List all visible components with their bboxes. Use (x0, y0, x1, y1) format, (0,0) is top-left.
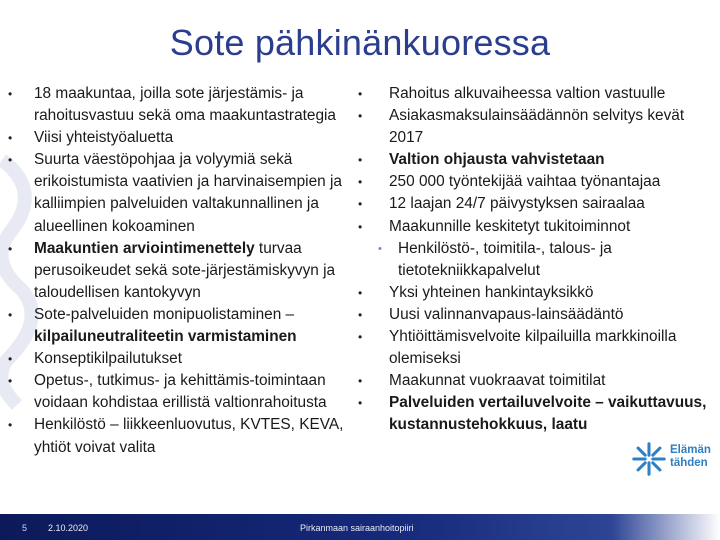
logo-line-1: Elämän (670, 444, 711, 456)
left-bullet-5 (8, 304, 360, 348)
left-bullet-4-rest: turvaa perusoikeudet sekä sote-järjestämiskyvyn ja taloudellisen kantokyvyn (34, 239, 336, 301)
right-column (358, 83, 720, 437)
bullet-dot: • (8, 352, 13, 367)
right-bullet-11-text: Palveluiden vertailuvelvoite – vaikuttavuus, kustannustehokkuus, laatu (389, 394, 707, 434)
bullet-dot: • (358, 87, 363, 101)
left-bullet-2-text: Viisi yhteistyöaluetta (34, 129, 174, 147)
left-bullet-4 (8, 238, 360, 304)
left-bullet-7 (8, 370, 360, 414)
logo-line-2: tähden (670, 457, 708, 469)
bullet-dot: • (358, 153, 363, 168)
page-number: 5 (22, 523, 28, 533)
right-bullet-7 (358, 282, 720, 304)
right-bullet-8-text: Uusi valinnanvapaus-lainsäädäntö (389, 305, 624, 323)
left-bullet-8 (8, 414, 360, 458)
left-column (8, 83, 360, 459)
bullet-dot: • (8, 307, 13, 322)
right-bullet-8 (358, 304, 720, 326)
left-bullet-1 (8, 83, 360, 127)
bullet-dot: • (8, 131, 13, 146)
elaman-tahden-logo (630, 436, 710, 486)
bullet-dot: • (8, 87, 13, 101)
left-bullet-5-first: Sote-palveluiden monipuolistaminen – (34, 305, 295, 323)
left-bullet-4-bold: Maakuntien arviointimenettely (34, 239, 255, 257)
left-bullet-3-text: Suurta väestöpohjaa ja volyymiä sekä erikoistumista vaativien ja harvinaisempien ja kalliimpien palveluiden valtakunnallinen ja alueellinen kokoaminen (34, 151, 342, 235)
logo-text (670, 444, 711, 470)
right-bullet-5-text: 12 laajan 24/7 päivystyksen sairaalaa (389, 195, 645, 213)
right-bullet-3 (358, 149, 720, 171)
left-bullet-5-text (34, 304, 360, 348)
footer-date: 2.10.2020 (48, 523, 89, 533)
left-bullet-6 (8, 348, 360, 370)
right-bullet-10 (358, 370, 720, 392)
bullet-dot: • (358, 109, 363, 124)
bullet-dot: • (358, 197, 363, 212)
bullet-dot: • (358, 374, 363, 389)
right-bullet-3-text: Valtion ohjausta vahvistetaan (389, 151, 605, 169)
right-bullet-7-text: Yksi yhteinen hankintayksikkö (389, 283, 594, 301)
left-bullet-3 (8, 149, 360, 237)
right-bullet-4-text: 250 000 työntekijää vaihtaa työnantajaa (389, 173, 661, 191)
left-bullet-2 (8, 127, 360, 149)
right-bullet-5 (358, 193, 720, 215)
right-bullet-4 (358, 171, 720, 193)
bullet-dot: • (8, 418, 13, 433)
star-logo-icon (630, 440, 668, 478)
left-bullet-5-bold: kilpailuneutraliteetin varmistaminen (34, 328, 297, 346)
left-bullet-8-text: Henkilöstö – liikkeenluovutus, KVTES, KEVA, yhtiöt voivat valita (34, 416, 344, 456)
footer-bar (0, 514, 720, 540)
slide-title: Sote pähkinänkuoressa (169, 22, 551, 63)
right-bullet-9-text: Yhtiöittämisvelvoite kilpailuilla markkinoilla olemiseksi (389, 328, 677, 368)
bullet-dot: • (358, 219, 363, 234)
left-bullet-4-text (34, 238, 360, 304)
bullet-dot: • (358, 330, 363, 345)
sub-bullet-dot: • (378, 242, 382, 255)
left-bullet-1-text: 18 maakuntaa, joilla sote järjestämis- ja rahoitusvastuu sekä oma maakuntastrategia (34, 85, 336, 125)
bullet-dot: • (358, 175, 363, 190)
right-bullet-6 (358, 216, 720, 238)
right-bullet-9 (358, 326, 720, 370)
right-bullet-1-text: Rahoitus alkuvaiheessa valtion vastuulle (389, 85, 666, 102)
right-sub-bullet (358, 238, 720, 282)
bullet-dot: • (8, 241, 13, 256)
left-bullet-7-text: Opetus-, tutkimus- ja kehittämis-toimintaan voidaan kohdistaa erillistä valtionrahoitusta (34, 372, 327, 412)
bullet-dot: • (8, 153, 13, 168)
right-bullet-1 (358, 83, 720, 105)
right-bullet-11 (358, 392, 720, 436)
right-bullet-2 (358, 105, 720, 149)
bullet-dot: • (8, 374, 13, 389)
right-sub-bullet-text: Henkilöstö-, toimitila-, talous- ja tietotekniikkapalvelut (398, 239, 612, 279)
bullet-dot: • (358, 307, 363, 322)
bullet-dot: • (358, 396, 363, 411)
footer-organization: Pirkanmaan sairaanhoitopiiri (300, 523, 414, 533)
bullet-dot: • (358, 285, 363, 300)
left-bullet-6-text: Konseptikilpailutukset (34, 350, 183, 368)
right-bullet-10-text: Maakunnat vuokraavat toimitilat (389, 372, 606, 390)
right-bullet-6-text: Maakunnille keskitetyt tukitoiminnot (389, 217, 631, 235)
right-bullet-2-text: Asiakasmaksulainsäädännön selvitys kevät 2017 (389, 107, 685, 147)
